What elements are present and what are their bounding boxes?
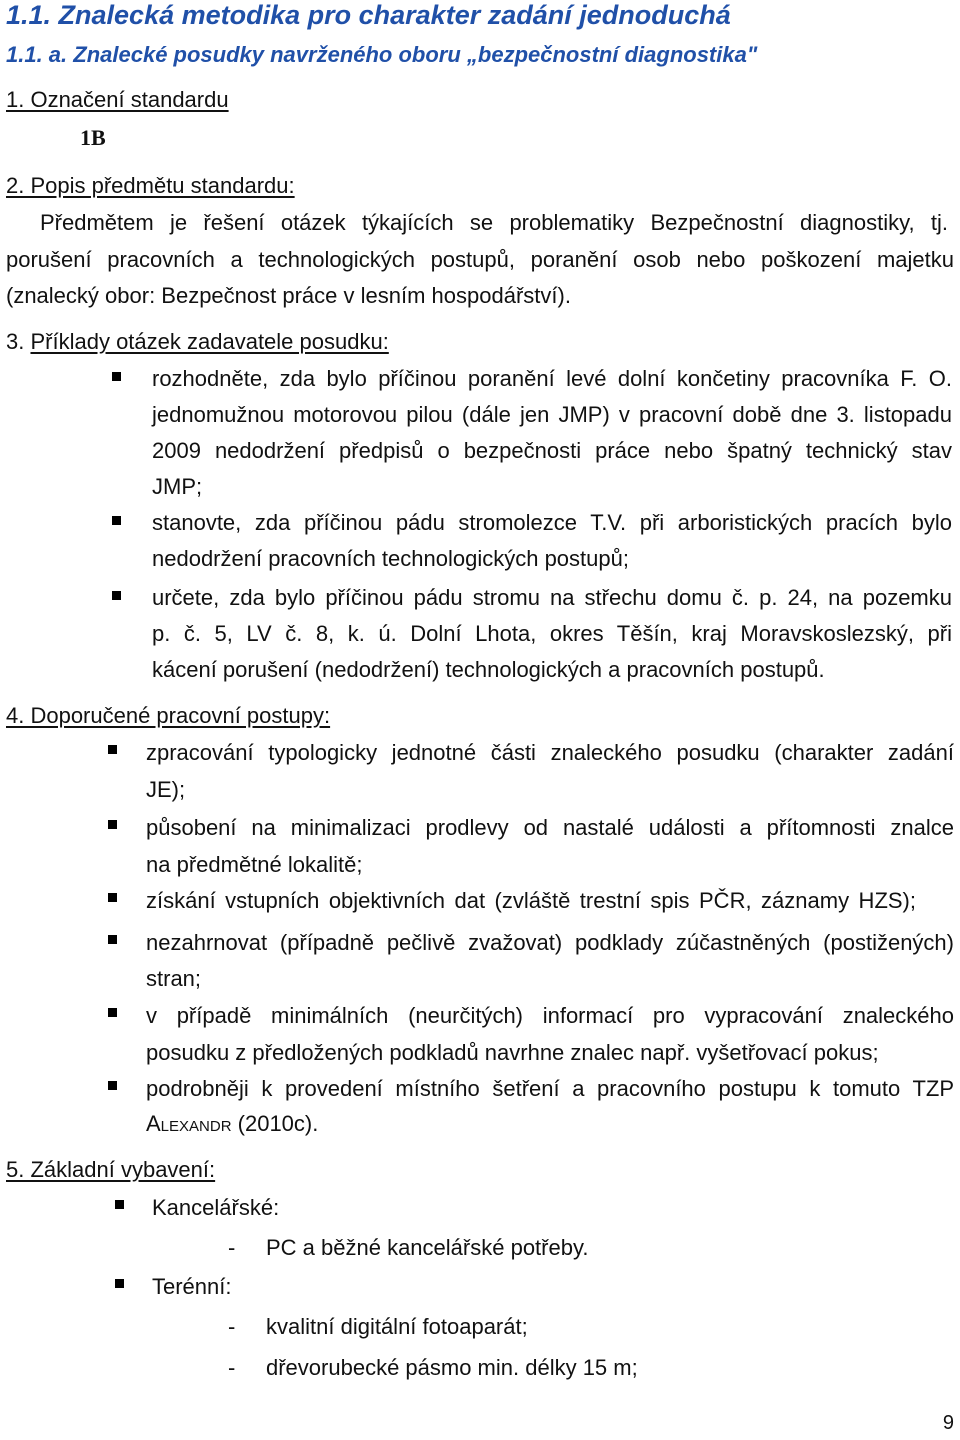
question-line: kácení porušení (nedodržení) technologických a pracovních postupů.: [152, 657, 825, 682]
subject-line: Předmětem je řešení otázek týkajících se problematiky Bezpečnostní diagnostiky, tj.: [40, 210, 948, 235]
equipment-dash: -: [228, 1235, 236, 1260]
subject-line: porušení pracovních a technologických postupů, poranění osob nebo poškození majetku: [6, 247, 954, 272]
equipment-dash: -: [228, 1314, 236, 1339]
equipment-label: 5. Základní vybavení:: [6, 1157, 216, 1182]
bullet-icon: [108, 820, 117, 829]
bullet-icon: [108, 1008, 117, 1017]
procedure-line: podrobněji k provedení místního šetření a pracovního postupu k tomuto TZP: [146, 1076, 954, 1101]
procedure-line: posudku z předložených podkladů navrhne znalec např. vyšetřovací pokus;: [146, 1040, 879, 1065]
bullet-icon: [112, 372, 121, 381]
question-line: nedodržení pracovních technologických postupů;: [152, 546, 629, 571]
author-reference: Alexandr: [146, 1111, 232, 1136]
question-line: 2009 nedodržení předpisů o bezpečnosti práce nebo špatný technický stav: [152, 438, 952, 463]
section-heading: 1.1. a. Znalecké posudky navrženého oboru „bezpečnostní diagnostika": [6, 42, 758, 67]
equipment-group-label: Kancelářské:: [152, 1195, 280, 1220]
standard-label: 1. Označení standardu: [6, 87, 229, 112]
question-line: stanovte, zda příčinou pádu stromolezce T.V. při arboristických pracích bylo: [152, 510, 952, 535]
procedure-line: stran;: [146, 966, 202, 991]
chapter-heading: 1.1. Znalecká metodika pro charakter zadání jednoduchá: [6, 0, 731, 30]
question-line: určete, zda bylo příčinou pádu stromu na střechu domu č. p. 24, na pozemku: [152, 585, 952, 610]
procedure-line: působení na minimalizaci prodlevy od nastalé události a přítomnosti znalce: [146, 815, 954, 840]
procedure-line: JE);: [146, 777, 186, 802]
bullet-icon: [108, 893, 117, 902]
standard-value: 1B: [80, 125, 106, 150]
procedure-line: zpracování typologicky jednotné části znaleckého posudku (charakter zadání: [146, 740, 954, 765]
bullet-icon: [108, 745, 117, 754]
procedures-label: 4. Doporučené pracovní postupy:: [6, 703, 331, 728]
question-line: JMP;: [152, 474, 203, 499]
bullet-icon: [108, 935, 117, 944]
question-line: p. č. 5, LV č. 8, k. ú. Dolní Lhota, okres Těšín, kraj Moravskoslezský, při: [152, 621, 952, 646]
procedure-line: na předmětné lokalitě;: [146, 852, 363, 877]
equipment-group-label: Terénní:: [152, 1274, 232, 1299]
subject-line: (znalecký obor: Bezpečnost práce v lesním hospodářství).: [6, 283, 571, 308]
page-number: 9: [942, 1412, 954, 1434]
equipment-item: dřevorubecké pásmo min. délky 15 m;: [266, 1355, 638, 1380]
bullet-icon: [115, 1200, 124, 1209]
equipment-dash: -: [228, 1355, 236, 1380]
bullet-icon: [115, 1279, 124, 1288]
question-line: jednomužnou motorovou pilou (dále jen JMP) v pracovní době dne 3. listopadu: [152, 402, 952, 427]
equipment-item: PC a běžné kancelářské potřeby.: [266, 1235, 589, 1260]
question-line: rozhodněte, zda bylo příčinou poranění levé dolní končetiny pracovníka F. O.: [152, 366, 952, 391]
procedure-line: nezahrnovat (případně pečlivě zvažovat) podklady zúčastněných (postižených): [146, 930, 954, 955]
bullet-icon: [112, 516, 121, 525]
equipment-item: kvalitní digitální fotoaparát;: [266, 1314, 528, 1339]
procedure-line: v případě minimálních (neurčitých) informací pro vypracování znaleckého: [146, 1003, 954, 1028]
procedure-line: Alexandr (2010c).: [146, 1111, 319, 1136]
procedure-line: získání vstupních objektivních dat (zvláště trestní spis PČR, záznamy HZS);: [146, 888, 916, 913]
questions-label: 3. Příklady otázek zadavatele posudku:: [6, 329, 389, 354]
bullet-icon: [108, 1081, 117, 1090]
subject-label: 2. Popis předmětu standardu:: [6, 173, 295, 198]
bullet-icon: [112, 591, 121, 600]
